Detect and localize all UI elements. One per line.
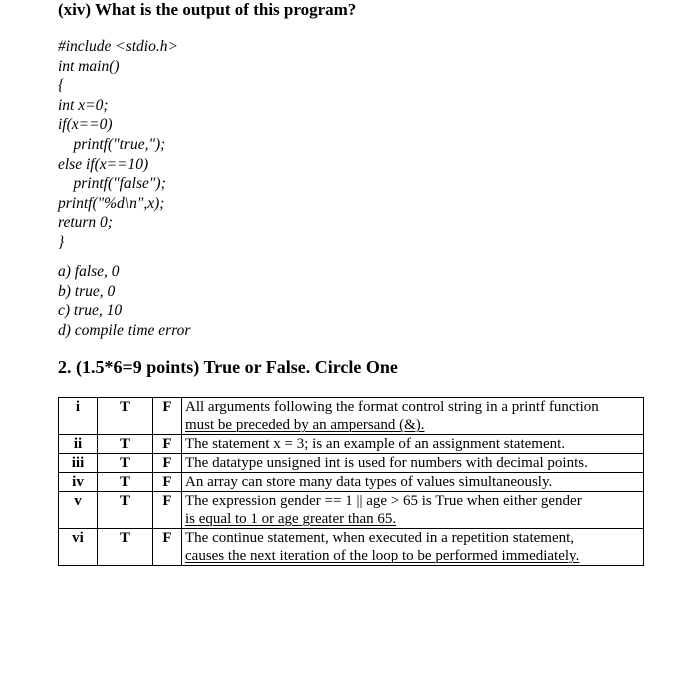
true-option[interactable]: T bbox=[98, 454, 153, 473]
code-line: #include <stdio.h> bbox=[58, 38, 178, 55]
question-heading: (xiv) What is the output of this program? bbox=[58, 0, 357, 19]
code-line: return 0; bbox=[58, 214, 113, 232]
table-row bbox=[59, 473, 644, 492]
row-number: ii bbox=[59, 435, 98, 454]
code-line: } bbox=[58, 233, 65, 251]
code-line: if(x==0) bbox=[58, 116, 113, 134]
code-line: int main() bbox=[58, 57, 120, 75]
true-option[interactable]: T bbox=[98, 473, 153, 492]
code-line: else if(x==10) bbox=[58, 155, 149, 173]
code-block bbox=[58, 37, 178, 253]
row-number: vi bbox=[59, 529, 98, 566]
code-line: { bbox=[58, 77, 65, 95]
table-row bbox=[59, 529, 644, 566]
code-line: int x=0; bbox=[58, 96, 109, 114]
statement-text bbox=[182, 398, 644, 435]
statement-line: must be preceded by an ampersand (&). bbox=[185, 417, 425, 433]
option-a: a) false, 0 bbox=[58, 263, 120, 280]
true-option[interactable]: T bbox=[98, 492, 153, 529]
code-line: printf("true,"); bbox=[58, 135, 166, 153]
statement-line: The expression gender == 1 || age > 65 is True when either gender bbox=[185, 493, 582, 509]
statement-text bbox=[182, 529, 644, 566]
statement-line: The statement x = 3; is an example of an assignment statement. bbox=[185, 436, 566, 452]
statement-line: All arguments following the format control string in a printf function bbox=[185, 399, 599, 415]
code-line: printf("false"); bbox=[58, 175, 166, 193]
row-number: v bbox=[59, 492, 98, 529]
true-option[interactable]: T bbox=[98, 398, 153, 435]
answer-options bbox=[58, 262, 190, 340]
statement-line: The continue statement, when executed in a repetition statement, bbox=[185, 530, 575, 546]
table-row bbox=[59, 454, 644, 473]
false-option[interactable]: F bbox=[153, 435, 182, 454]
row-number: i bbox=[59, 398, 98, 435]
false-option[interactable]: F bbox=[153, 454, 182, 473]
statement-text bbox=[182, 435, 644, 454]
table-row bbox=[59, 398, 644, 435]
false-option[interactable]: F bbox=[153, 473, 182, 492]
false-option[interactable]: F bbox=[153, 492, 182, 529]
statement-line: An array can store many data types of values simultaneously. bbox=[185, 474, 553, 490]
true-option[interactable]: T bbox=[98, 529, 153, 566]
false-option[interactable]: F bbox=[153, 529, 182, 566]
statement-text bbox=[182, 473, 644, 492]
statement-line: is equal to 1 or age greater than 65. bbox=[185, 511, 397, 527]
row-number: iv bbox=[59, 473, 98, 492]
table-row bbox=[59, 435, 644, 454]
statement-text bbox=[182, 454, 644, 473]
option-b: b) true, 0 bbox=[58, 282, 116, 300]
false-option[interactable]: F bbox=[153, 398, 182, 435]
row-number: iii bbox=[59, 454, 98, 473]
statement-line: causes the next iteration of the loop to be performed immediately. bbox=[185, 548, 580, 564]
option-d: d) compile time error bbox=[58, 321, 191, 339]
true-false-table bbox=[58, 397, 644, 566]
table-row bbox=[59, 492, 644, 529]
statement-text bbox=[182, 492, 644, 529]
option-c: c) true, 10 bbox=[58, 302, 123, 319]
statement-line: The datatype unsigned int is used for numbers with decimal points. bbox=[185, 455, 588, 471]
code-line: printf("%d\n",x); bbox=[58, 194, 165, 212]
true-option[interactable]: T bbox=[98, 435, 153, 454]
section-title: 2. (1.5*6=9 points) True or False. Circle One bbox=[58, 357, 398, 377]
